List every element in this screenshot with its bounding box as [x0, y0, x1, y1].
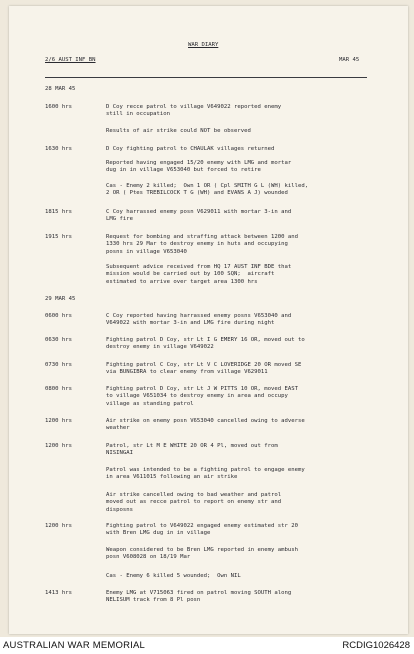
- entry-text: Request for bombing and straffing attack between 1200 and 1330 hrs 29 Mar to destroy enemy in huts and occupying posns in village V653040: [106, 234, 298, 255]
- entry-text: C Coy reported having harrassed enemy posns V653040 and V649022 with mortar 3-in and LMG fire during night: [106, 313, 292, 327]
- entry-text: Air strike cancelled owing to bad weather and patrol moved out as recce patrol to report on enemy str and disposns: [106, 492, 282, 513]
- entry-text: Fighting patrol D Coy, str Lt I G EMERY 16 OR, moved out to destroy enemy in village V649022: [106, 337, 305, 351]
- entry-time: 1200 hrs: [45, 418, 72, 424]
- archive-footer: [0, 637, 414, 654]
- entry-time: 1200 hrs: [45, 523, 72, 529]
- entry-time: 0600 hrs: [45, 313, 72, 319]
- diary-month: MAR 45: [339, 57, 360, 63]
- entry-text: C Coy harrassed enemy posn V629011 with mortar 3-in and LMG fire: [106, 209, 292, 223]
- diary-title: WAR DIARY: [188, 42, 219, 48]
- entry-time: 1915 hrs: [45, 234, 72, 240]
- entry-text: Air strike on enemy posn V653040 cancelled owing to adverse weather: [106, 418, 305, 432]
- entry-time: 1413 hrs: [45, 590, 72, 596]
- entry-text: Results of air strike could NOT be observed: [106, 128, 251, 134]
- entry-text: Fighting patrol C Coy, str Lt V C LOVERIDGE 20 OR moved SE via BUNGIBRA to clear enemy from village V629011: [106, 362, 302, 376]
- archive-name: AUSTRALIAN WAR MEMORIAL: [3, 640, 146, 651]
- entry-text: Patrol, str Lt M E WHITE 20 OR 4 Pl, moved out from NISINGAI: [106, 443, 278, 457]
- entry-time: 0800 hrs: [45, 386, 72, 392]
- entry-time: 1815 hrs: [45, 209, 72, 215]
- entry-text: Enemy LMG at V715063 fired on patrol moving SOUTH along NELISUM track from 8 Pl posn: [106, 590, 292, 604]
- entry-text: Cas - Enemy 6 killed 5 wounded; Own NIL: [106, 573, 241, 579]
- entry-text: Fighting patrol to V649022 engaged enemy estimated str 20 with Bren LMG dug in in village: [106, 523, 298, 537]
- entry-time: 0730 hrs: [45, 362, 72, 368]
- header-rule: [45, 77, 367, 78]
- entry-text: D Coy fighting patrol to CHAULAK villages returned: [106, 146, 275, 152]
- entry-time: 1200 hrs: [45, 443, 72, 449]
- entry-text: Reported having engaged 15/20 enemy with LMG and mortar dug in in village V653040 but forced to retire: [106, 160, 292, 174]
- entry-text: Weapon considered to be Bren LMG reported in enemy ambush posn V608028 on 18/19 Mar: [106, 547, 298, 561]
- unit-name: 2/6 AUST INF BN: [45, 57, 96, 63]
- entry-text: Subsequent advice received from HQ 17 AUST INF BDE that mission would be carried out by 100 SQN; aircraft estimated to arrive over target area 1300 hrs: [106, 264, 292, 285]
- entry-time: 0630 hrs: [45, 337, 72, 343]
- entry-text: Fighting patrol D Coy, str Lt J W PITTS 10 OR, moved EAST to village V651034 to destroy enemy in area and occupy village as standing patrol: [106, 386, 298, 407]
- entry-text: Cas - Enemy 2 killed; Own 1 OR ( Cpl SMITH G L (WH) killed, 2 OR ( Ptes TREBILCOCK T G (WH) and EVANS A J) wounded: [106, 183, 309, 197]
- entry-text: D Coy recce patrol to village V649022 reported enemy still in occupation: [106, 104, 282, 118]
- entry-time: 1630 hrs: [45, 146, 72, 152]
- entry-time: 1600 hrs: [45, 104, 72, 110]
- entry-date: 29 MAR 45: [45, 296, 76, 302]
- entry-text: Patrol was intended to be a fighting patrol to engage enemy in area V611015 following an air strike: [106, 467, 305, 481]
- entry-date: 28 MAR 45: [45, 86, 76, 92]
- document-id: RCDIG1026428: [342, 640, 410, 651]
